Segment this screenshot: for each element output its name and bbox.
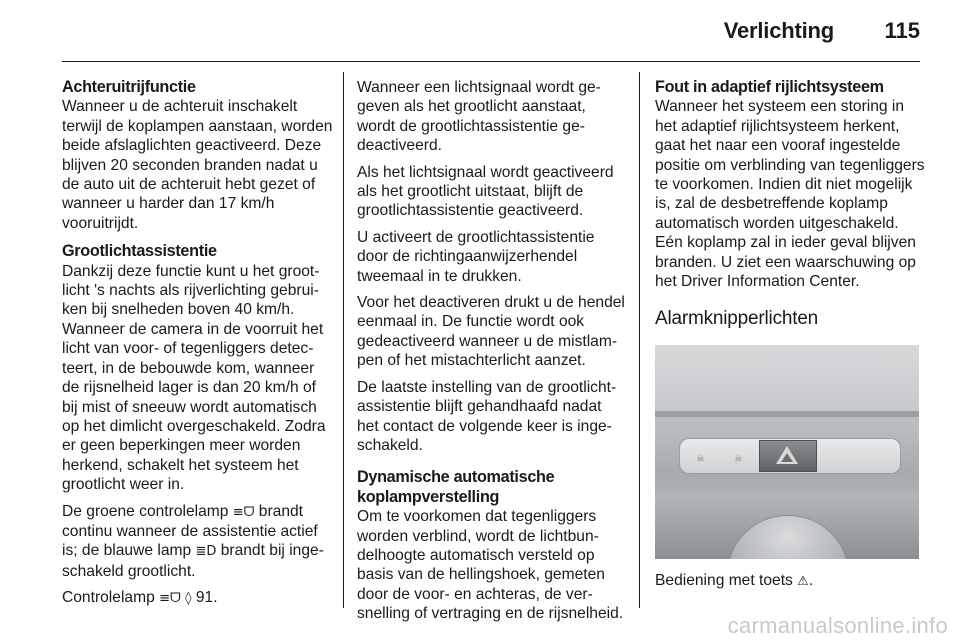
assist-lamp-icon: ≡ᗜ	[159, 591, 181, 607]
page-number: 115	[884, 18, 920, 43]
column-2	[357, 78, 627, 633]
section-high-beam-assist	[62, 242, 334, 608]
page-header-title: Verlichting	[723, 18, 834, 43]
section-heading-line-1: Dynamische automatische	[357, 468, 555, 487]
column-1	[62, 78, 334, 618]
header-divider	[62, 61, 920, 62]
paragraph: Dankzij deze functie kunt u het grootlicht 's nachts als rijverlichting gebruiken bij snelheden boven 40 km/h. Wanneer de camera in de voorruit het licht van voor- of tegenliggers detecteert, in de bebouwde kom, wanneer de rijsnelheid lager is dan 20 km/h of bij mist of sneeuw wordt automatisch op het dimlicht overgeschakeld. Zodra er geen beperkingen meer worden herkend, schakelt het systeem het grootlicht weer in.	[62, 262, 326, 494]
paragraph: Wanneer een lichtsignaal wordt gegeven als het grootlicht aanstaat, wordt de grootlichtassistentie gedeactiveerd.	[357, 79, 601, 155]
paragraph: Wanneer het systeem een storing in het adaptief rijlichtsysteem herkent, gaat het naar een vooraf ingestelde positie om verblinding van tegenliggers te voorkomen. Indien dit niet mogelijk is, zal de desbetreffende koplamp automatisch worden uitgeschakeld. Eén koplamp zal in ieder geval blijven branden. U ziet een waarschuwing op het Driver Information Center.	[655, 98, 925, 291]
section-heading-line-2: koplampverstelling	[357, 487, 500, 506]
section-adaptive-lighting-fault	[655, 78, 927, 291]
paragraph: Wanneer u de achteruit inschakelt terwijl de koplampen aanstaan, worden beide afslaglichten geactiveerd. Deze blijven 20 seconden branden nadat u de auto uit de achteruit hebt gezet of wanneer u harder dan 17 km/h vooruitrijdt.	[62, 98, 333, 232]
paragraph: De laatste instelling van de grootlichtassistentie blijft gehandhaafd nadat het contact de volgende keer is ingeschakeld.	[357, 378, 617, 454]
column-3	[655, 78, 927, 591]
paragraph: U activeert de grootlichtassistentie door de richtingaanwijzerhendel tweemaal in te drukken.	[357, 228, 595, 285]
page-reference-icon: ◊	[185, 591, 192, 607]
section-heading: Grootlichtassistentie	[62, 242, 217, 261]
column-divider-1	[343, 72, 344, 608]
watermark: carmanualsonline.info	[727, 613, 948, 638]
column-divider-2	[639, 72, 640, 608]
paragraph-cross-reference: Controlelamp ≡ᗜ ◊ 91.	[62, 589, 218, 607]
page-header	[0, 0, 960, 60]
hazard-switch-photo	[655, 345, 919, 559]
hazard-icon: ⚠	[797, 573, 809, 589]
section-dynamic-headlamp-levelling	[357, 468, 627, 623]
paragraph: Als het lichtsignaal wordt geactiveerd als het grootlicht uitstaat, blijft de grootlichtassistentie geactiveerd.	[357, 163, 614, 220]
paragraph: Om te voorkomen dat tegenliggers worden verblind, wordt de lichtbundelhoogte automatisch versteld op basis van de hellingshoek, gemeten door de voor- en achteras, de versnelling of vertraging en de rijsnelheid.	[357, 508, 624, 623]
section-heading: Fout in adaptief rijlichtsysteem	[655, 78, 884, 96]
lock-icon: 🔒︎	[697, 449, 704, 465]
photo-caption: Bediening met toets ⚠.	[655, 571, 814, 589]
high-beam-lamp-icon: ≣D	[195, 544, 217, 560]
chapter-heading-hazard-lights: Alarmknipperlichten	[655, 308, 819, 330]
section-reverse-function	[62, 78, 334, 233]
section-heading: Achteruitrijfunctie	[62, 78, 196, 96]
paragraph: Voor het deactiveren drukt u de hendel eenmaal in. De functie wordt ook gedeactiveerd wanneer u de mistlampen of het mistachterlicht aanzet.	[357, 294, 625, 370]
lock-icon: 🔒︎	[735, 449, 742, 465]
paragraph-indicator-lamps: De groene controlelamp ≡ᗜ brandt continu wanneer de assistentie actief is; de blauwe lamp ≣D brandt bij ingeschakeld grootlicht.	[62, 502, 324, 580]
assist-lamp-icon: ≡ᗜ	[232, 504, 255, 520]
